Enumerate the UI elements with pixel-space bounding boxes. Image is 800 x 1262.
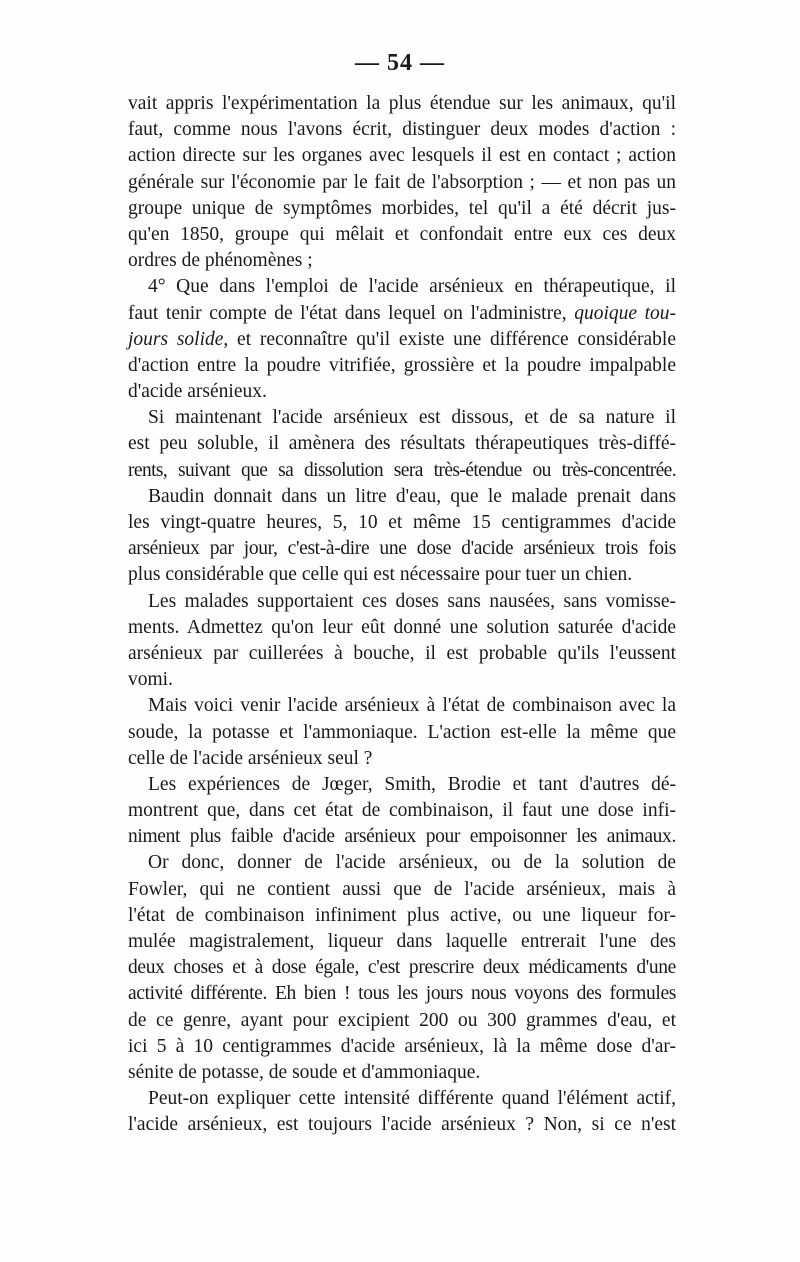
text-span: , et reconnaître qu'il existe une différence considérable (223, 328, 676, 350)
text-line: Peut-on expliquer cette intensité différente quand l'élément actif, (148, 1088, 676, 1110)
text-line: générale sur l'économie par le fait de l'absorption ; — et non pas un (128, 171, 676, 193)
text-line: Les malades supportaient ces doses sans nausées, sans vomisse- (148, 590, 676, 612)
text-line: deux choses et à dose égale, c'est prescrire deux médicaments d'une (128, 957, 676, 979)
text-line: groupe unique de symptômes morbides, tel qu'il a été décrit jus- (128, 197, 676, 219)
text-line: rents, suivant que sa dissolution sera très-étendue ou très-concentrée. (128, 459, 676, 481)
text-line: d'action entre la poudre vitrifiée, grossière et la poudre impalpable (128, 354, 676, 376)
text-line: 4° Que dans l'emploi de l'acide arsénieux en thérapeutique, il (148, 276, 676, 298)
text-line: l'acide arsénieux, est toujours l'acide arsénieux ? Non, si ce n'est (128, 1114, 676, 1136)
text-line: mulée magistralement, liqueur dans laquelle entrerait l'une des (128, 931, 676, 952)
text-line: ordres de phénomènes ; (128, 250, 313, 272)
text-line: montrent que, dans cet état de combinaison, il faut une dose infi- (128, 800, 676, 822)
text-line: arsénieux par jour, c'est-à-dire une dose d'acide arsénieux trois fois (128, 538, 676, 560)
text-line (128, 327, 676, 353)
text-line: celle de l'acide arsénieux seul ? (128, 747, 373, 769)
text-line: sénite de potasse, de soude et d'ammoniaque. (128, 1061, 481, 1083)
text-line: arsénieux par cuillerées à bouche, il est probable qu'ils l'eussent (128, 642, 676, 664)
text-line: action directe sur les organes avec lesquels il est en contact ; action (128, 145, 676, 167)
text-line: faut, comme nous l'avons écrit, distinguer deux modes d'action : (128, 119, 676, 141)
text-line: l'état de combinaison infiniment plus active, ou une liqueur for- (128, 904, 676, 926)
text-line: Baudin donnait dans un litre d'eau, que le malade prenait dans (148, 485, 676, 507)
text-line: Les expériences de Jœger, Smith, Brodie et tant d'autres dé- (148, 773, 676, 795)
text-line: Si maintenant l'acide arsénieux est dissous, et de sa nature il (148, 407, 676, 429)
text-line: vait appris l'expérimentation la plus étendue sur les animaux, qu'il (128, 93, 676, 114)
text-line (128, 301, 676, 327)
text-line: les vingt-quatre heures, 5, 10 et même 15 centigrammes d'acide (128, 512, 676, 533)
text-line: est peu soluble, il amènera des résultats thérapeutiques très-diffé- (128, 433, 676, 455)
text-line: Mais voici venir l'acide arsénieux à l'état de combinaison avec la (148, 695, 676, 717)
body-text (128, 91, 676, 1139)
italic-span: jours solide (128, 328, 224, 350)
text-line: Fowler, qui ne contient aussi que de l'acide arsénieux, mais à (128, 878, 676, 900)
text-line: soude, la potasse et l'ammoniaque. L'action est-elle la même que (128, 721, 676, 743)
italic-span: quoique tou- (574, 302, 677, 324)
text-line: plus considérable que celle qui est nécessaire pour tuer un chien. (128, 564, 633, 586)
text-line: Or donc, donner de l'acide arsénieux, ou de la solution de (148, 852, 676, 874)
text-line: ments. Admettez qu'on leur eût donné une solution saturée d'acide (128, 616, 676, 638)
text-line: vomi. (128, 669, 173, 691)
text-line: d'acide arsénieux. (128, 381, 267, 403)
page-number: — 54 — (355, 50, 445, 76)
text-line: ici 5 à 10 centigrammes d'acide arsénieux, là la même dose d'ar- (128, 1035, 676, 1057)
text-line: de ce genre, ayant pour excipient 200 ou 300 grammes d'eau, et (128, 1009, 676, 1031)
text-line: activité différente. Eh bien ! tous les jours nous voyons des formules (128, 983, 676, 1005)
text-span: faut tenir compte de l'état dans lequel on l'administre, (128, 302, 567, 324)
text-line: niment plus faible d'acide arsénieux pour empoisonner les animaux. (128, 826, 676, 848)
text-line: qu'en 1850, groupe qui mêlait et confondait entre eux ces deux (128, 223, 676, 245)
